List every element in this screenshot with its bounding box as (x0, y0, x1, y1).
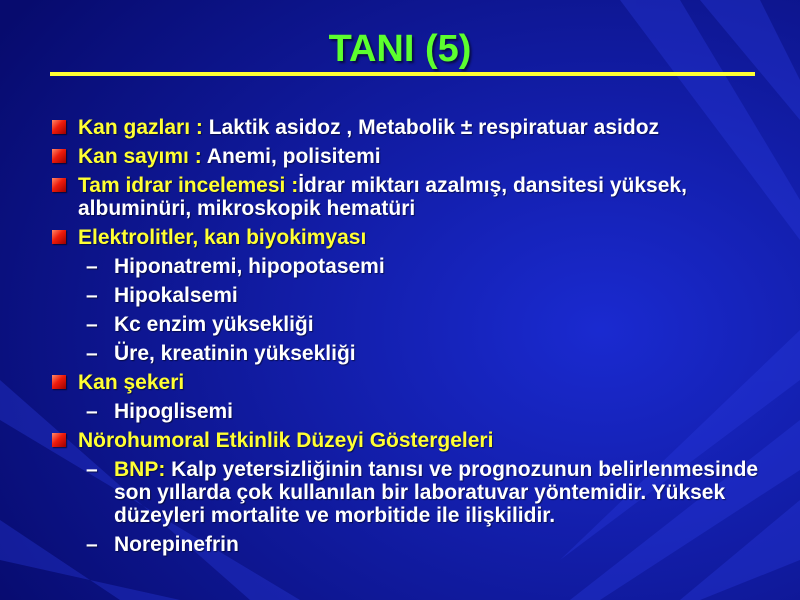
bullet-item-elektrolitler (48, 226, 778, 249)
item-label: Elektrolitler, kan biyokimyası (78, 226, 367, 249)
sub-item (48, 313, 778, 336)
sub-item-bnp (48, 458, 778, 527)
slide-title: TANI (5) (328, 28, 472, 70)
sub-item (48, 255, 778, 278)
sub-item (48, 342, 778, 365)
item-label: Kan sayımı : (78, 145, 207, 168)
dash-icon: – (86, 458, 98, 481)
dash-icon: – (86, 255, 98, 278)
item-text: Anemi, polisitemi (206, 145, 381, 168)
red-square-bullet-icon (52, 230, 66, 244)
red-square-bullet-icon (52, 149, 66, 163)
sub-item-text: Hiponatremi, hipopotasemi (114, 255, 385, 278)
item-label: Kan gazları : (78, 116, 209, 139)
item-label: Nörohumoral Etkinlik Düzeyi Göstergeleri (78, 429, 494, 452)
bullet-item-kan-sekeri (48, 371, 778, 394)
bnp-text: Kalp yetersizliğinin tanısı ve prognozunun belirlenmesinde son yıllarda çok kullanılan bir laboratuvar yöntemidir. Yüksek düzeyleri mortalite ve morbitide ile ilişkilidir. (114, 458, 759, 527)
sub-item-text: Üre, kreatinin yüksekliği (114, 342, 356, 365)
red-square-bullet-icon (52, 433, 66, 447)
bullet-item-tam-idrar (48, 174, 778, 220)
item-label: Tam idrar incelemesi : (78, 174, 299, 197)
red-square-bullet-icon (52, 178, 66, 192)
dash-icon: – (86, 342, 98, 365)
item-text: İdrar miktarı azalmış, dansitesi yüksek, albuminüri, mikroskopik hematüri (78, 174, 687, 220)
dash-icon: – (86, 533, 98, 556)
sub-item (48, 400, 778, 423)
dash-icon: – (86, 400, 98, 423)
item-text: Laktik asidoz , Metabolik ± respiratuar asidoz (208, 116, 660, 139)
dash-icon: – (86, 313, 98, 336)
bnp-label: BNP: (114, 458, 166, 481)
bullet-item-kan-gazlari (48, 116, 778, 139)
dash-icon: – (86, 284, 98, 307)
item-label: Kan şekeri (78, 371, 185, 394)
bullet-item-kan-sayimi (48, 145, 778, 168)
red-square-bullet-icon (52, 375, 66, 389)
title-underline (50, 72, 755, 76)
sub-item-text: Kc enzim yüksekliği (114, 313, 314, 336)
sub-item-text: Hipoglisemi (114, 400, 234, 423)
sub-item-text: Hipokalsemi (114, 284, 238, 307)
sub-item (48, 533, 778, 556)
red-square-bullet-icon (52, 120, 66, 134)
sub-item (48, 284, 778, 307)
slide-content (48, 116, 778, 562)
bullet-item-norohumoral (48, 429, 778, 452)
sub-item-text: Norepinefrin (114, 533, 239, 556)
